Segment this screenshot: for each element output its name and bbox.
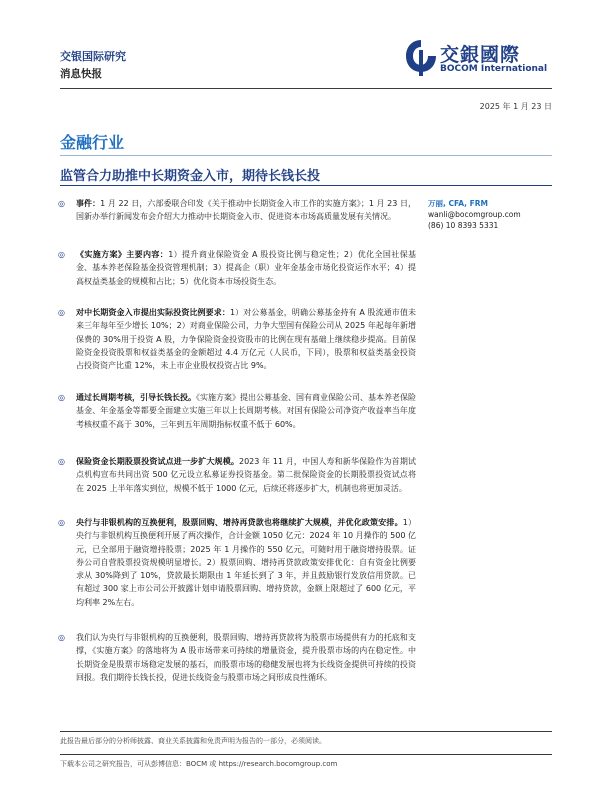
- footer-rule: [60, 731, 552, 732]
- header-doc-type: 消息快报: [60, 68, 102, 80]
- report-date: 2025 年 1 月 23 日: [479, 102, 552, 111]
- bullet-icon: ◎: [58, 393, 65, 402]
- footer-rule: [60, 754, 552, 755]
- paragraph-swap: [76, 516, 416, 609]
- report-title: 监管合力助推中长期资金入市，期待长钱长投: [60, 169, 321, 184]
- logo-text-cn: 交銀國際: [440, 44, 521, 66]
- bullet-icon: ◎: [58, 250, 65, 259]
- paragraph-ratio: [76, 306, 416, 372]
- bocom-logo-icon: [404, 38, 438, 76]
- bullet-icon: ◎: [58, 308, 65, 317]
- paragraph-text: 1）央行与非银机构互换便利开展了两次操作，合计金额 1050 亿元：2024 年 10 月操作的 500 亿元，已全部用于融资增持股票；2025 年 1 月操作的 550 亿元，可随时用于融资增持股票。证券公司自营股票投资规模明显增长。2）股票回购、增持再贷款政策安排优化：自有资金比例要求从 30%降到了 10%，贷款最长期限由 1 年延长到了 3 年，并且鼓励银行发放信用贷款。已有超过 300 家上市公司公开披露计划申请股票回购、增持贷款，金额上限超过了 600 亿元，平均利率 2%左右。: [76, 518, 416, 607]
- paragraph-event: [76, 197, 416, 224]
- header-rule: [60, 88, 552, 89]
- analyst-phone: (86) 10 8393 5331: [428, 221, 499, 230]
- bullet-icon: ◎: [58, 518, 65, 527]
- bullet-icon: ◎: [58, 457, 65, 466]
- logo-text-en: BOCOM International: [440, 64, 548, 74]
- bullet-icon: ◎: [58, 199, 65, 208]
- header-org: 交银国际研究: [60, 50, 126, 63]
- paragraph-text: 1 月 22 日，六部委联合印发《关于推动中长期资金入市工作的实施方案》；1 月 23 日，国新办举行新闻发布会介绍大力推动中长期资金入市、促进资本市场高质量发展有关情况。: [76, 199, 417, 222]
- paragraph-text: 1）提升商业保险资金 A 股投资比例与稳定性；2）优化全国社保基金、基本养老保险基金投资管理机制；3）提高企（职）业年金基金市场化投资运作水平；4）提高权益类基金的规模和占比；5）优化资本市场投资生态。: [76, 250, 416, 286]
- analyst-name: 万丽, CFA, FRM: [428, 199, 488, 208]
- paragraph-lead: 央行与非银机构的互换便利，股票回购、增持再贷款也将继续扩大规模，并优化政策安排。: [76, 518, 403, 527]
- footer-download[interactable]: 下载本公司之研究报告，可从彭博信息：BOCM 或 https://research.bocomgroup.com: [60, 760, 338, 768]
- paragraph-lead: 对中长期资金入市提出实际投资比例要求：: [76, 308, 230, 317]
- paragraph-pilot: [76, 455, 416, 495]
- paragraph-text: 《实施方案》提出公募基金、国有商业保险公司、基本养老保险基金、年金基金等都要全面建立实施三年以上长周期考核。对国有保险公司净资产收益率当年度考核权重不高于 30%，三年到五年周期指标权重不低于 60%。: [76, 393, 416, 429]
- paragraph-plan: [76, 248, 416, 288]
- paragraph-text: 1）对公募基金，明确公募基金持有 A 股流通市值未来三年每年至少增长 10%；2）对商业保险公司，力争大型国有保险公司从 2025 年起每年新增保费的 30%用于投资 A 股，力争保险资金投资股市的比例在现有基础上继续稳步提高。目前保险资金投资股票和权益类基金的金额超过 4.4 万亿元（人民币，下同），股票和权益类基金投资占投资资产比重 12%，未上市企业股权投资占比 9%。: [76, 308, 416, 371]
- paragraph-lead: 保险资金长期股票投资试点进一步扩大规模。: [76, 457, 239, 466]
- paragraph-lead: 通过长周期考核，引导长钱长投。: [76, 393, 196, 402]
- footer-disclaimer: 此报告最后部分的分析师披露、商业关系披露和免责声明为报告的一部分，必须阅读。: [60, 737, 326, 745]
- paragraph-lead: 事件：: [76, 199, 101, 208]
- title-rule: [60, 185, 552, 186]
- industry-rule: [60, 155, 552, 156]
- paragraph-conclusion: [76, 631, 416, 684]
- paragraph-text: 2023 年 11 月，中国人寿和新华保险作为首期试点机构宣布共同出资 500 亿元设立私募证券投资基金。第二批保险资金的长期股票投资试点将在 2025 上半年落实到位，规模不低于 1000 亿元，后续还将逐步扩大，机制也将更加灵活。: [76, 457, 417, 493]
- paragraph-text: 我们认为央行与非银机构的互换便利，股票回购、增持再贷款将为股票市场提供有力的托底和支撑，《实施方案》的落地将为 A 股市场带来可持续的增量资金，提升股票市场的内在稳定性。中长期资金是股票市场稳定发展的基石，而股票市场的稳健发展也将为长线资金提供可持续的投资回报。我们期待长钱长投，促进长线资金与股票市场之间形成良性循环。: [76, 633, 416, 682]
- industry-heading: 金融行业: [60, 133, 125, 152]
- analyst-block: [428, 198, 558, 231]
- bullet-icon: ◎: [58, 633, 65, 642]
- analyst-email[interactable]: wanli@bocomgroup.com: [428, 210, 521, 219]
- paragraph-lead: 《实施方案》主要内容：: [76, 250, 169, 259]
- paragraph-assessment: [76, 391, 416, 431]
